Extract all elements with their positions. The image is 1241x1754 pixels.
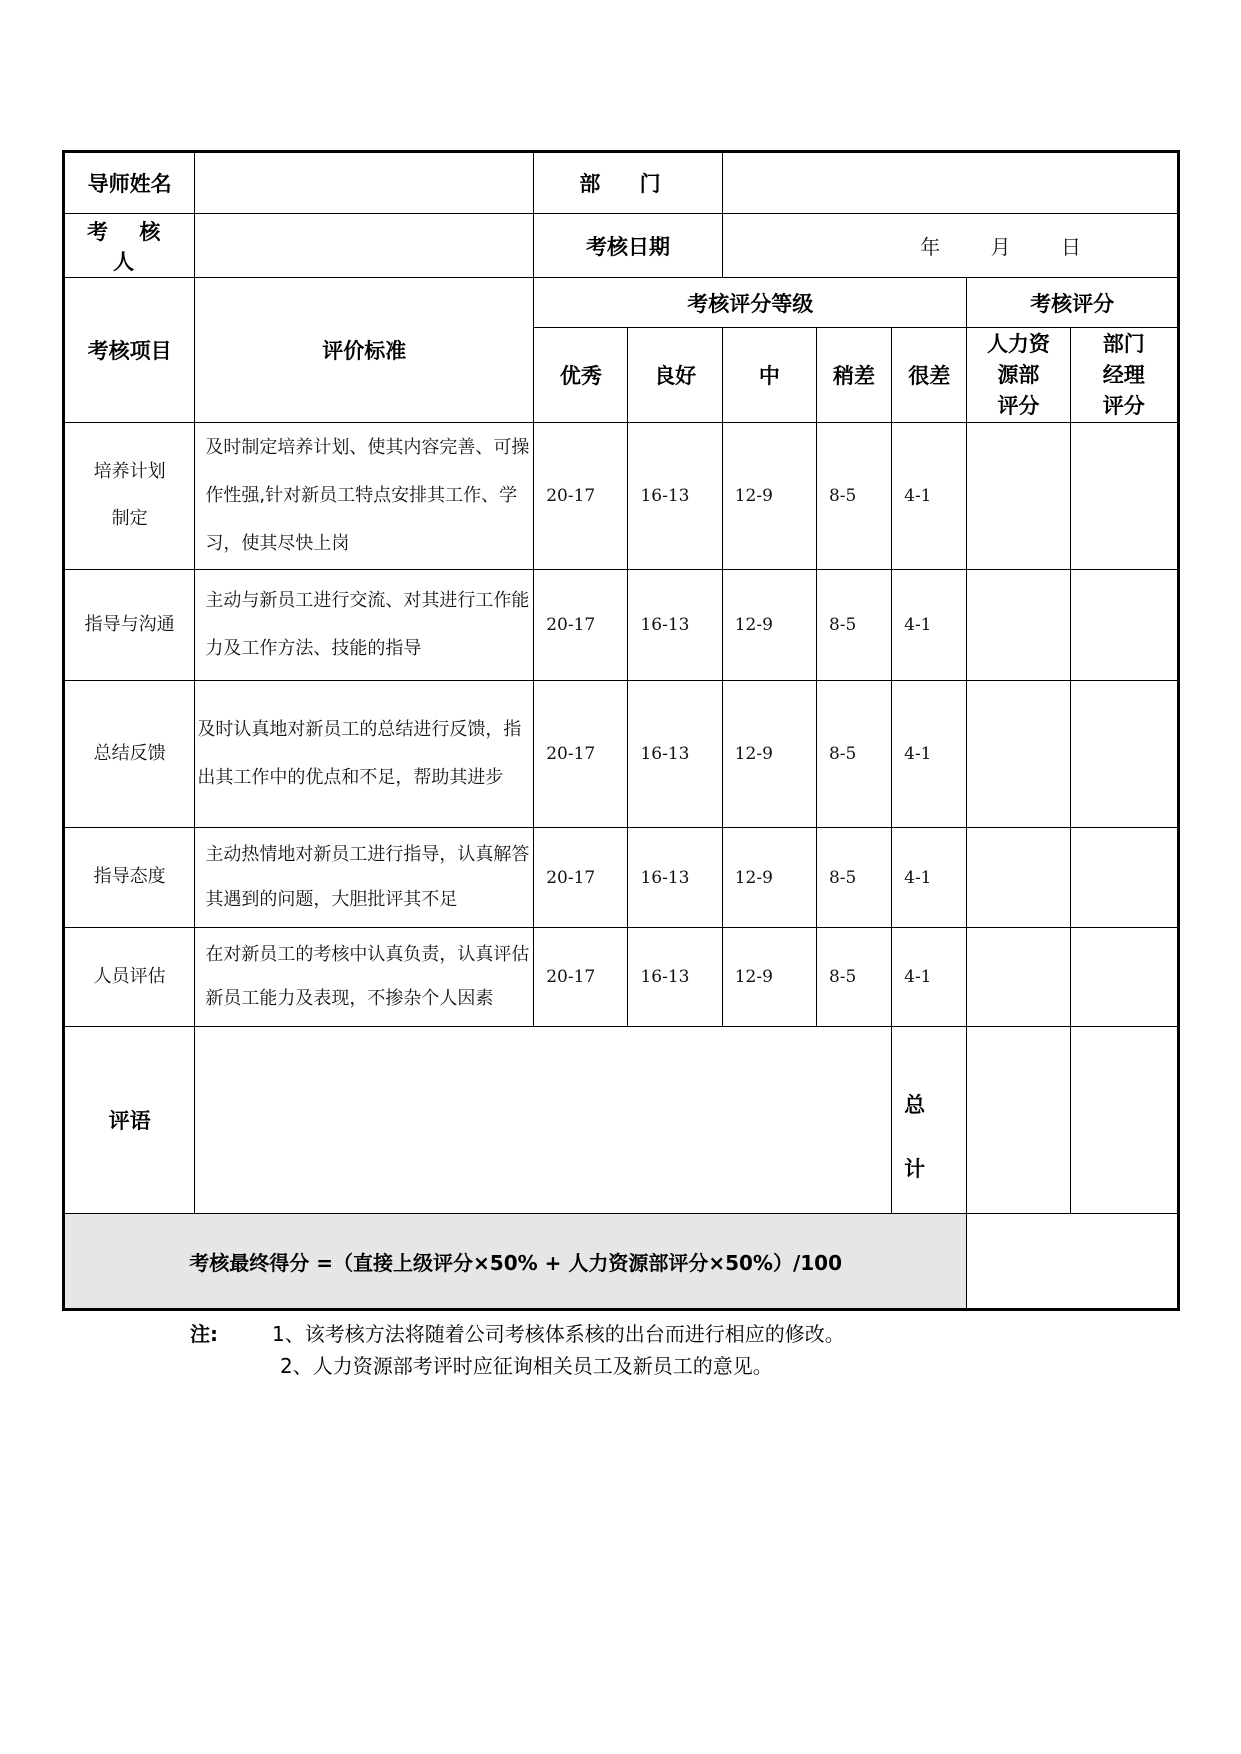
assessor-field[interactable] [195, 214, 534, 278]
hr-total-field[interactable] [967, 1027, 1070, 1214]
score-excellent: 20-17 [534, 928, 628, 1027]
col-criteria-header: 评价标准 [195, 278, 534, 423]
score-average: 12-9 [722, 570, 816, 681]
note-1-text: 1、该考核方法将随着公司考核体系核的出台而进行相应的修改。 [272, 1322, 845, 1346]
grade-very-poor: 很差 [892, 328, 967, 423]
hr-score-field[interactable] [967, 570, 1070, 681]
comments-label: 评语 [64, 1027, 195, 1214]
note-line-2 [190, 1350, 845, 1382]
assessor-label: 考 核 人 [64, 214, 195, 278]
hr-score-field[interactable] [967, 681, 1070, 828]
score-average: 12-9 [722, 681, 816, 828]
assessment-form-table [62, 150, 1180, 1311]
note-2-text: 2、人力资源部考评时应征询相关员工及新员工的意见。 [280, 1354, 773, 1378]
score-poor: 8-5 [816, 681, 891, 828]
assessment-date-label: 考核日期 [534, 214, 722, 278]
assessment-date-field[interactable] [722, 214, 1178, 278]
criteria-cell: 主动与新员工进行交流、对其进行工作能力及工作方法、技能的指导 [195, 570, 534, 681]
score-very-poor: 4-1 [892, 423, 967, 570]
hr-score-field[interactable] [967, 423, 1070, 570]
total-label: 总 计 [892, 1027, 967, 1214]
score-group-header: 考核评分 [967, 278, 1179, 328]
grade-excellent: 优秀 [534, 328, 628, 423]
department-label: 部 门 [534, 152, 722, 214]
score-good: 16-13 [628, 681, 722, 828]
mentor-name-field[interactable] [195, 152, 534, 214]
score-excellent: 20-17 [534, 828, 628, 928]
score-poor: 8-5 [816, 423, 891, 570]
criteria-cell: 在对新员工的考核中认真负责，认真评估新员工能力及表现，不掺杂个人因素 [195, 928, 534, 1027]
score-poor: 8-5 [816, 928, 891, 1027]
notes-label: 注: [190, 1322, 218, 1346]
manager-score-field[interactable] [1070, 828, 1178, 928]
score-good: 16-13 [628, 423, 722, 570]
score-very-poor: 4-1 [892, 928, 967, 1027]
score-excellent: 20-17 [534, 570, 628, 681]
score-very-poor: 4-1 [892, 570, 967, 681]
final-score-formula: 考核最终得分 =（直接上级评分×50% + 人力资源部评分×50%）/100 [64, 1214, 967, 1310]
manager-score-field[interactable] [1070, 570, 1178, 681]
score-average: 12-9 [722, 423, 816, 570]
final-score-field[interactable] [967, 1214, 1179, 1310]
notes-section [190, 1318, 845, 1382]
col-item-header: 考核项目 [64, 278, 195, 423]
item-cell: 人员评估 [64, 928, 195, 1027]
manager-score-header: 部门 经理 评分 [1070, 328, 1178, 423]
note-line-1 [190, 1318, 845, 1350]
score-very-poor: 4-1 [892, 681, 967, 828]
date-year: 年 [920, 235, 941, 259]
grade-group-header: 考核评分等级 [534, 278, 967, 328]
hr-score-field[interactable] [967, 828, 1070, 928]
score-poor: 8-5 [816, 828, 891, 928]
grade-good: 良好 [628, 328, 722, 423]
date-day: 日 [1061, 235, 1081, 259]
criteria-cell: 主动热情地对新员工进行指导，认真解答其遇到的问题，大胆批评其不足 [195, 828, 534, 928]
score-good: 16-13 [628, 570, 722, 681]
hr-score-field[interactable] [967, 928, 1070, 1027]
score-good: 16-13 [628, 828, 722, 928]
mentor-name-label: 导师姓名 [64, 152, 195, 214]
grade-poor: 稍差 [816, 328, 891, 423]
score-excellent: 20-17 [534, 681, 628, 828]
manager-score-field[interactable] [1070, 681, 1178, 828]
item-cell: 总结反馈 [64, 681, 195, 828]
score-poor: 8-5 [816, 570, 891, 681]
item-cell: 指导态度 [64, 828, 195, 928]
score-very-poor: 4-1 [892, 828, 967, 928]
criteria-cell: 及时制定培养计划、使其内容完善、可操作性强,针对新员工特点安排其工作、学习，使其尽快上岗 [195, 423, 534, 570]
item-cell: 指导与沟通 [64, 570, 195, 681]
score-average: 12-9 [722, 928, 816, 1027]
grade-average: 中 [722, 328, 816, 423]
manager-total-field[interactable] [1070, 1027, 1178, 1214]
hr-score-header: 人力资 源部 评分 [967, 328, 1070, 423]
manager-score-field[interactable] [1070, 928, 1178, 1027]
comments-field[interactable] [195, 1027, 892, 1214]
department-field[interactable] [722, 152, 1178, 214]
score-good: 16-13 [628, 928, 722, 1027]
criteria-cell: 及时认真地对新员工的总结进行反馈，指出其工作中的优点和不足，帮助其进步 [195, 681, 534, 828]
item-cell: 培养计划 制定 [64, 423, 195, 570]
score-excellent: 20-17 [534, 423, 628, 570]
manager-score-field[interactable] [1070, 423, 1178, 570]
score-average: 12-9 [722, 828, 816, 928]
date-month: 月 [990, 235, 1011, 259]
